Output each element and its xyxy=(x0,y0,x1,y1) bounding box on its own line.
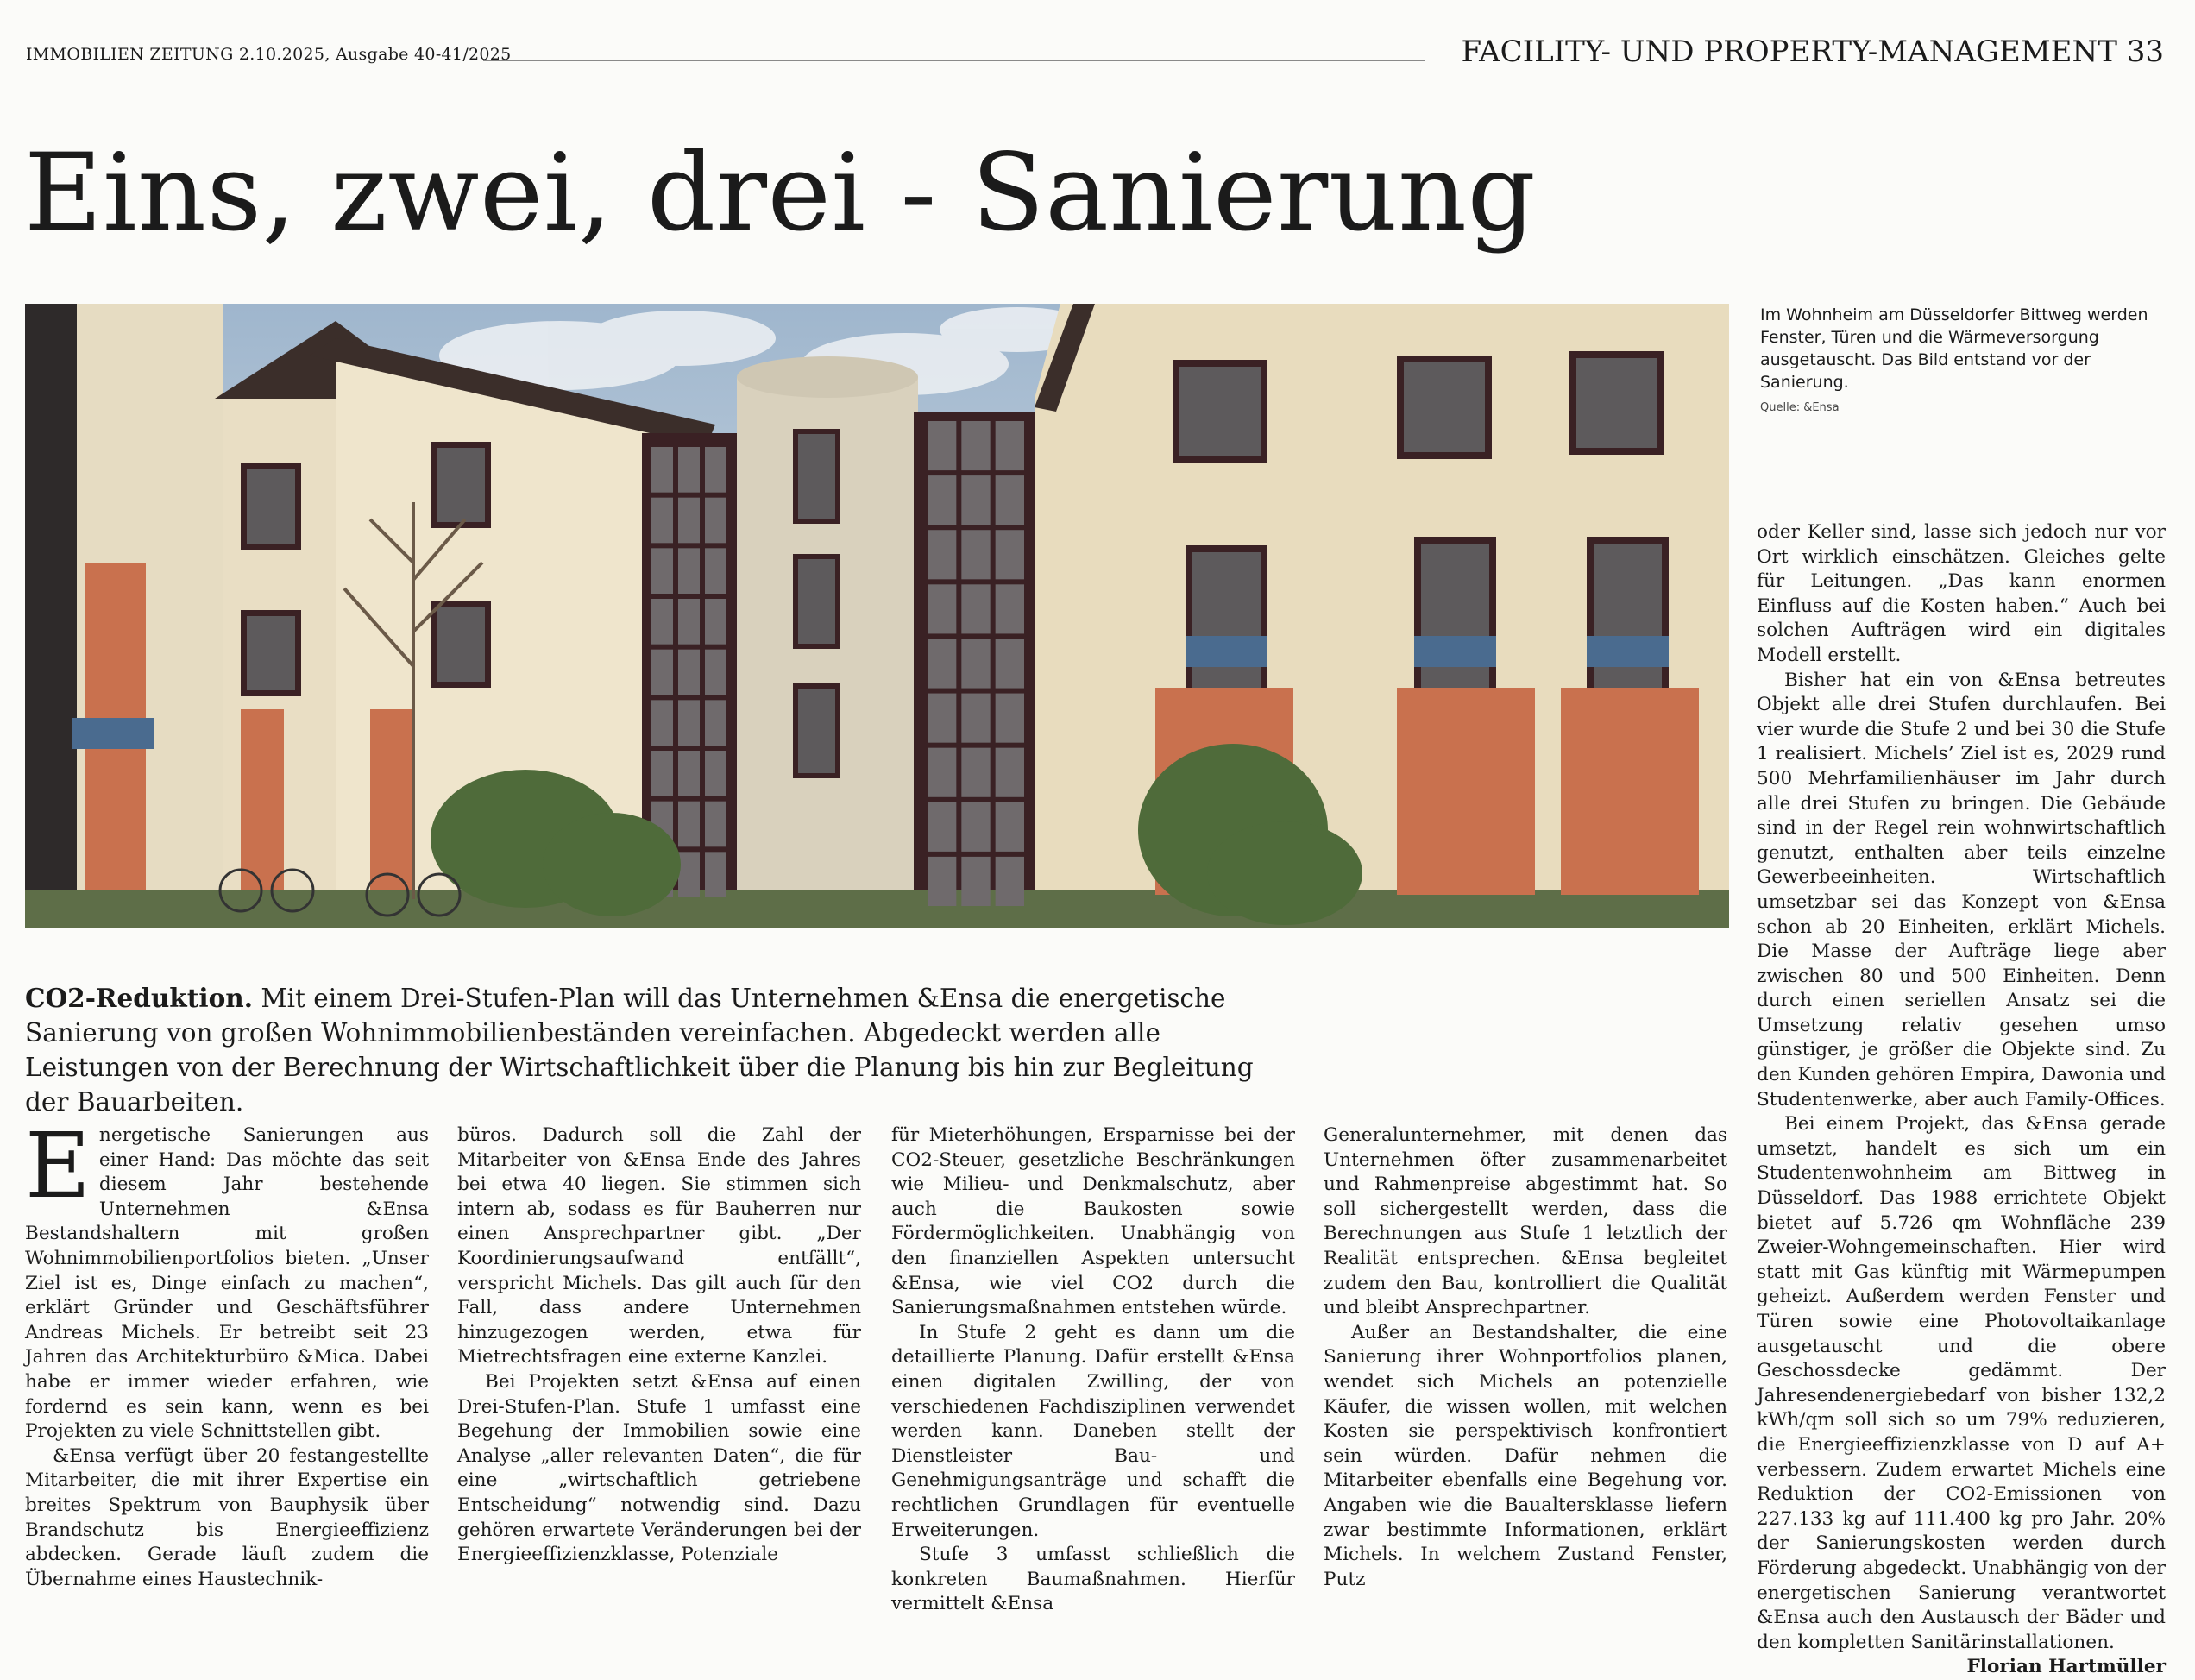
stair-glazing xyxy=(705,498,726,544)
article-headline: Eins, zwei, drei - Sanierung xyxy=(24,131,1537,255)
paragraph: Bisher hat ein von &Ensa betreutes Objekt alle drei Stufen durchlaufen. Bei vier wurde die Stufe 2 und bei 30 die Stufe 1 realisiert. Michels’ Ziel ist es, 2029 rund 500 Mehrfamilienhäuser im Jahr durch alle drei Stufen zu bringen. Die Gebäude sind in der Regel rein wohnwirtschaftlich genutzt, enthalten aber teils einzelne Gewerbeeinheiten. Wirtschaftlich umsetzbar sei das Konzept von &Ensa schon ab 20 Einheiten, erklärt Michels. Die Masse der Aufträge liege aber zwischen 80 und 500 Einheiten. Denn durch einen seriellen Ansatz sei die Umsetzung relativ gesehen umso günstiger, je größer die Objekte sind. Zu den Kunden gehören Empira, Dawonia und Studentenwerke, aber auch Family-Offices. xyxy=(1757,669,2166,1111)
stair-glazing xyxy=(678,700,700,746)
paragraph: In Stufe 2 geht es dann um die detaillierte Planung. Dafür erstellt &Ensa einen digitalen Zwilling, der von verschiedenen Fachdisziplinen verwendet werden kann. Daneben stellt der Dienstleister Bau- und Genehmigungsanträge und schafft die rechtlichen Grundlagen für eventuelle Erweiterungen. xyxy=(891,1321,1295,1541)
masthead-rule xyxy=(483,60,1425,61)
stair-glazing xyxy=(705,599,726,645)
stair-glazing xyxy=(996,639,1024,688)
stair-glazing xyxy=(651,599,673,645)
stair-glazing xyxy=(678,802,700,847)
stair-glazing xyxy=(678,650,700,695)
stair-glazing xyxy=(705,447,726,493)
stair-glazing xyxy=(996,530,1024,579)
stair-glazing xyxy=(651,447,673,493)
stair-glazing xyxy=(961,475,990,525)
stair-glazing xyxy=(928,584,956,633)
stair-glazing xyxy=(928,857,956,906)
stair-glazing xyxy=(651,548,673,594)
window-glass xyxy=(798,559,835,644)
stair-glazing xyxy=(651,700,673,746)
author-byline: Florian Hartmüller xyxy=(1966,1656,2166,1678)
stair-glazing xyxy=(678,447,700,493)
stair-glazing xyxy=(996,421,1024,470)
stair-glazing xyxy=(928,802,956,852)
article-column-3 xyxy=(891,1123,1295,1617)
article-lead xyxy=(25,981,1259,1119)
window-glass xyxy=(1576,358,1657,448)
stair-glazing xyxy=(961,421,990,470)
stair-glazing xyxy=(996,748,1024,797)
paragraph: Bei Projekten setzt &Ensa auf einen Drei-Stufen-Plan. Stufe 1 umfasst eine Begehung der Immobilien sowie eine Analyse „aller relevanten Daten“, die für eine „wirtschaftlich getriebene Entscheidung“ notwendig sind. Dazu gehören erwartete Veränderungen bei der Energieeffizienzklasse, Potenziale xyxy=(457,1370,861,1566)
article-column-2 xyxy=(457,1123,861,1568)
stair-glazing xyxy=(961,530,990,579)
terracotta-panel xyxy=(241,709,284,890)
window-glass xyxy=(1179,367,1261,456)
photo-credit: Quelle: &Ensa xyxy=(1760,401,1840,414)
window-glass xyxy=(798,434,835,519)
stair-glazing xyxy=(928,475,956,525)
terracotta-panel xyxy=(1561,688,1699,895)
stair-glazing xyxy=(678,751,700,796)
window-glass xyxy=(437,607,485,682)
stair-glazing xyxy=(651,751,673,796)
paragraph: Stufe 3 umfasst schließlich die konkreten Baumaßnahmen. Hierfür vermittelt &Ensa xyxy=(891,1544,1295,1615)
paragraph: für Mieterhöhungen, Ersparnisse bei der CO2-Steuer, gesetzliche Beschränkungen wie Milieu- und Denkmalschutz, aber auch die Baukosten sowie Fördermöglichkeiten. Unabhängig von den finanziellen Aspekten untersucht &Ensa, wie viel CO2 durch die Sanierungsmaßnahmen entstehen würde. xyxy=(891,1124,1295,1319)
stair-glazing xyxy=(678,548,700,594)
section-title-page-number: FACILITY- UND PROPERTY-MANAGEMENT 33 xyxy=(1461,35,2164,69)
stair-glazing xyxy=(678,852,700,897)
terracotta-panel xyxy=(1397,688,1535,895)
stair-glazing xyxy=(928,639,956,688)
stair-glazing xyxy=(705,852,726,897)
stair-glazing xyxy=(705,548,726,594)
stair-glazing xyxy=(705,700,726,746)
drop-cap: E xyxy=(25,1113,91,1218)
stair-glazing xyxy=(996,802,1024,852)
balcony-railing xyxy=(1587,636,1669,667)
window-glass xyxy=(798,689,835,773)
stair-glazing xyxy=(996,694,1024,743)
lead-text: Mit einem Drei-Stufen-Plan will das Unternehmen &Ensa die energetische Sanierung von großen Wohnimmobilienbeständen vereinfachen. Abgedeckt werden alle Leistungen von der Berechnung der Wirtschaftlichkeit über die Planung bis hin zur Begleitung der Bauarbeiten. xyxy=(25,984,1254,1117)
stair-glazing xyxy=(928,421,956,470)
left-building xyxy=(25,304,77,928)
window-glass xyxy=(247,616,295,690)
stair-glazing xyxy=(996,857,1024,906)
stair-glazing xyxy=(651,498,673,544)
stair-glazing xyxy=(961,748,990,797)
stair-glazing xyxy=(961,584,990,633)
paragraph: Außer an Bestandshalter, die eine Sanierung ihrer Wohnportfolios planen, wendet sich Michels an potenzielle Käufer, die wissen wollen, mit welchen Kosten sie perspektivisch konfrontiert sein würden. Dafür nehmen die Mitarbeiter ebenfalls eine Begehung vor. Angaben wie die Baualtersklasse liefern zwar bestimmte Informationen, erklärt Michels. In welchem Zustand Fenster, Putz xyxy=(1324,1321,1727,1590)
terracotta-panel xyxy=(370,709,413,890)
window-glass xyxy=(247,469,295,544)
stair-glazing xyxy=(678,498,700,544)
stair-glazing xyxy=(928,748,956,797)
stair-glazing xyxy=(961,694,990,743)
article-photo xyxy=(25,304,1729,928)
stair-glazing xyxy=(928,530,956,579)
stair-glazing xyxy=(996,475,1024,525)
paragraph: Bei einem Projekt, das &Ensa gerade umsetzt, handelt es sich um ein Studentenwohnheim am Bittweg in Düsseldorf. Das 1988 errichtete Objekt bietet auf 5.726 qm Wohnfläche 239 Zweier-Wohngemeinschaften. Hier wird statt mit Gas künftig mit Wärmepumpen geheizt. Außerdem werden Fenster und Türen sowie eine Photovoltaikanlage ausgetauscht und die obere Geschossdecke gedämmt. Der Jahresendenergiebedarf von bisher 132,2 kWh/qm soll sich so um 79% reduzieren, die Energieeffizienzklasse von D auf A+ verbessern. Zudem erwartet Michels eine Reduktion der CO2-Emissionen von 227.133 kg auf 111.400 kg pro Jahr. 20% der Sanierungskosten werden durch Förderung abgedeckt. Unabhängig von der energetischen Sanierung verantwortet &Ensa auch den Austausch der Bäder und den kompletten Sanitärinstallationen. xyxy=(1757,1113,2166,1653)
stair-glazing xyxy=(961,802,990,852)
paragraph: &Ensa verfügt über 20 festangestellte Mitarbeiter, die mit ihrer Expertise ein breites Spektrum von Bauphysik über Brandschutz bis Energieeffizienz abdecken. Gerade läuft zudem die Übernahme eines Haustechnik- xyxy=(25,1444,429,1590)
stair-glazing xyxy=(928,694,956,743)
ground xyxy=(25,890,1729,928)
stair-glazing xyxy=(705,751,726,796)
caption-text: Im Wohnheim am Düsseldorfer Bittweg werden Fenster, Türen und die Wärmeversorgung ausgetauscht. Das Bild entstand vor der Sanierung. xyxy=(1760,305,2148,392)
window-glass xyxy=(437,448,485,522)
stair-glazing xyxy=(961,639,990,688)
balcony-railing xyxy=(1186,636,1267,667)
building-illustration xyxy=(25,304,1729,928)
masthead-publication: IMMOBILIEN ZEITUNG 2.10.2025, Ausgabe 40-41/2025 xyxy=(26,45,512,64)
photo-caption xyxy=(1760,304,2174,419)
stair-glazing xyxy=(705,802,726,847)
stair-glazing xyxy=(705,650,726,695)
stair-glazing xyxy=(651,650,673,695)
stair-glazing xyxy=(678,599,700,645)
lead-kicker: CO2-Reduktion. xyxy=(25,983,253,1013)
stair-glazing xyxy=(996,584,1024,633)
article-column-5 xyxy=(1757,520,2166,1680)
paragraph: oder Keller sind, lasse sich jedoch nur vor Ort wirklich einschätzen. Gleiches gelte für Leitungen. „Das kann enormen Einfluss auf die Kosten haben.“ Auch bei solchen Aufträgen wird ein digitales Modell erstellt. xyxy=(1757,521,2166,666)
paragraph: büros. Dadurch soll die Zahl der Mitarbeiter von &Ensa Ende des Jahres bei etwa 40 liegen. Sie stimmen sich intern ab, sodass es für Bauherren nur einen Ansprechpartner gibt. „Der Koordinierungsaufwand entfällt“, verspricht Michels. Das gilt auch für den Fall, dass andere Unternehmen hinzugezogen werden, etwa für Mietrechtsfragen eine externe Kanzlei. xyxy=(457,1124,861,1369)
balcony-railing xyxy=(1414,636,1496,667)
stair-glazing xyxy=(961,857,990,906)
balcony-railing xyxy=(72,718,154,749)
paragraph: nergetische Sanierungen aus einer Hand: Das möchte das seit diesem Jahr bestehende Unternehmen &Ensa Bestandshaltern mit großen Wohnimmobilienportfolios bieten. „Unser Ziel ist es, Dinge einfach zu machen“, erklärt Gründer und Geschäftsführer Andreas Michels. Er betreibt seit 23 Jahren das Architekturbüro &Mica. Dabei habe er immer wieder erfahren, wie fordernd es sein kann, wenn es bei Projekten zu viele Schnittstellen gibt. xyxy=(25,1124,429,1443)
window-glass xyxy=(1404,362,1485,452)
paragraph: Generalunternehmer, mit denen das Unternehmen öfter zusammenarbeitet und Rahmenpreise abgestimmt hat. So soll sichergestellt werden, dass die Berechnungen aus Stufe 1 letztlich der Realität entsprechen. &Ensa begleitet zudem den Bau, kontrolliert die Qualität und bleibt Ansprechpartner. xyxy=(1324,1124,1727,1319)
